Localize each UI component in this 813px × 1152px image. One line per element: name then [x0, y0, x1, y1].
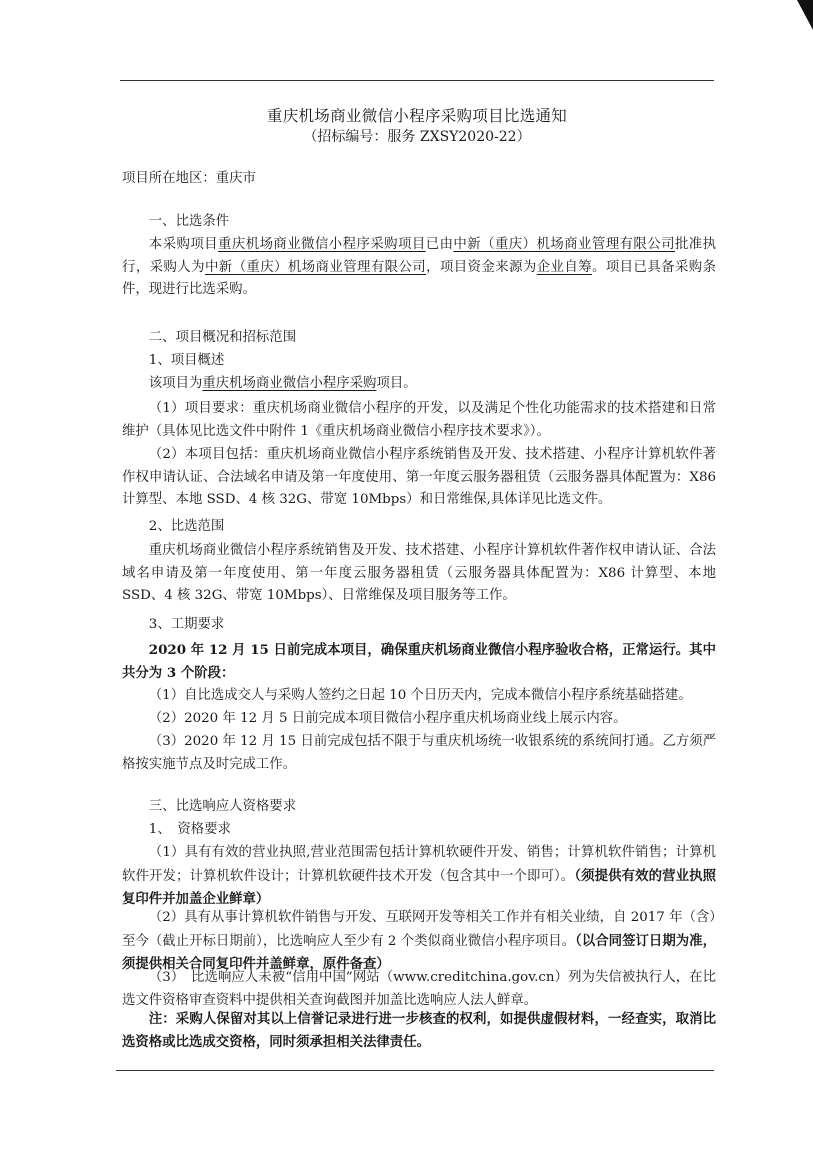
- period-body: 2020 年 12 月 15 日前完成本项目，确保重庆机场商业微信小程序验收合格，正常运行。其中共分为 3 个阶段：: [122, 642, 716, 681]
- qualification-1: （1）具有有效的营业执照,营业范围需包括计算机软硬件开发、销售；计算机软件销售；计算机软件开发；计算机软件设计；计算机软硬件技术开发（包含其中一个即可）。（须提供有效的营业执照复印件并加盖企业鲜章）: [122, 845, 716, 908]
- phase-3: （3）2020 年 12 月 15 日前完成包括不限于与重庆机场统一收银系统的系统间打通。乙方须严格按实施节点及时完成工作。: [122, 734, 716, 772]
- page-title: 重庆机场商业微信小程序采购项目比选通知: [266, 107, 568, 125]
- overview-item-1: （1）项目要求：重庆机场商业微信小程序的开发，以及满足个性化功能需求的技术搭建和日常维护（具体见比选文件中附件 1《重庆机场商业微信小程序技术要求》）。: [122, 401, 716, 439]
- subsection-qualification: 1、 资格要求: [148, 822, 231, 837]
- approver-name: 中新（重庆）机场商业管理有限公司: [453, 237, 675, 252]
- scope-body: 重庆机场商业微信小程序系统销售及开发、技术搭建、小程序计算机软件著作权申请认证、合法域名申请及第一年度使用、第一年度云服务器租赁（云服务器具体配置为：X86 计算型、本地 SSD、4 核 32G、带宽 10Mbps）、日常维保及项目服务等工作。: [122, 543, 716, 604]
- project-location: 项目所在地区：重庆市: [122, 171, 256, 186]
- top-rule: [120, 80, 714, 81]
- subsection-period: 3、工期要求: [148, 617, 225, 632]
- subsection-scope: 2、比选范围: [148, 519, 225, 534]
- purchaser-name: 中新（重庆）机场商业管理有限公司: [204, 259, 427, 275]
- page-subtitle: （招标编号：服务 ZXSY2020-22）: [303, 129, 531, 145]
- section-1-body: 本采购项目重庆机场商业微信小程序采购项目已由中新（重庆）机场商业管理有限公司批准执行，采购人为中新（重庆）机场商业管理有限公司，项目资金来源为企业自筹。项目已具备采购条件，现进行比选采购。: [122, 237, 717, 298]
- bottom-rule: [116, 1070, 714, 1071]
- scan-corner-mark: [797, 0, 813, 30]
- qualification-2: （2）具有从事计算机软件销售与开发、互联网开发等相关工作并有相关业绩，自 2017 年（含）至今（截止开标日期前），比选响应人至少有 2 个类似商业微信小程序项目。（以合同签订日期为准，须提供相关合同复印件并盖鲜章，原件备查）: [122, 910, 716, 973]
- overview-intro: 该项目为重庆机场商业微信小程序采购项目。: [148, 376, 417, 391]
- section-2-heading: 二、项目概况和招标范围: [148, 330, 297, 345]
- subsection-overview: 1、项目概述: [148, 353, 225, 368]
- phase-2: （2）2020 年 12 月 5 日前完成本项目微信小程序重庆机场商业线上展示内容。: [148, 711, 627, 726]
- phase-1: （1）自比选成交人与采购人签约之日起 10 个日历天内，完成本微信小程序系统基础搭建。: [148, 688, 692, 703]
- fund-source: 企业自筹: [536, 259, 593, 275]
- project-name: 重庆机场商业微信小程序采购项目: [218, 237, 426, 252]
- qualification-3: （3） 比选响应人未被“信用中国”网站（www.creditchina.gov.cn）列为失信被执行人，在比选文件资格审查资料中提供相关查询截图并加盖比选响应人法人鲜章。: [122, 970, 716, 1008]
- overview-item-2: （2）本项目包括：重庆机场商业微信小程序系统销售及开发、技术搭建、小程序计算机软件著作权申请认证、合法域名申请及第一年度使用、第一年度云服务器租赁（云服务器具体配置为：X86 计算型、本地 SSD、4 核 32G、带宽 10Mbps）和日常维保,具体详见比选文件。: [122, 447, 716, 508]
- qualification-note: 注：采购人保留对其以上信誉记录进行进一步核查的权利，如提供虚假材料，一经查实，取消比选资格或比选成交资格，同时须承担相关法律责任。: [122, 1011, 716, 1050]
- section-3-heading: 三、比选响应人资格要求: [148, 799, 297, 814]
- section-1-heading: 一、比选条件: [148, 214, 230, 229]
